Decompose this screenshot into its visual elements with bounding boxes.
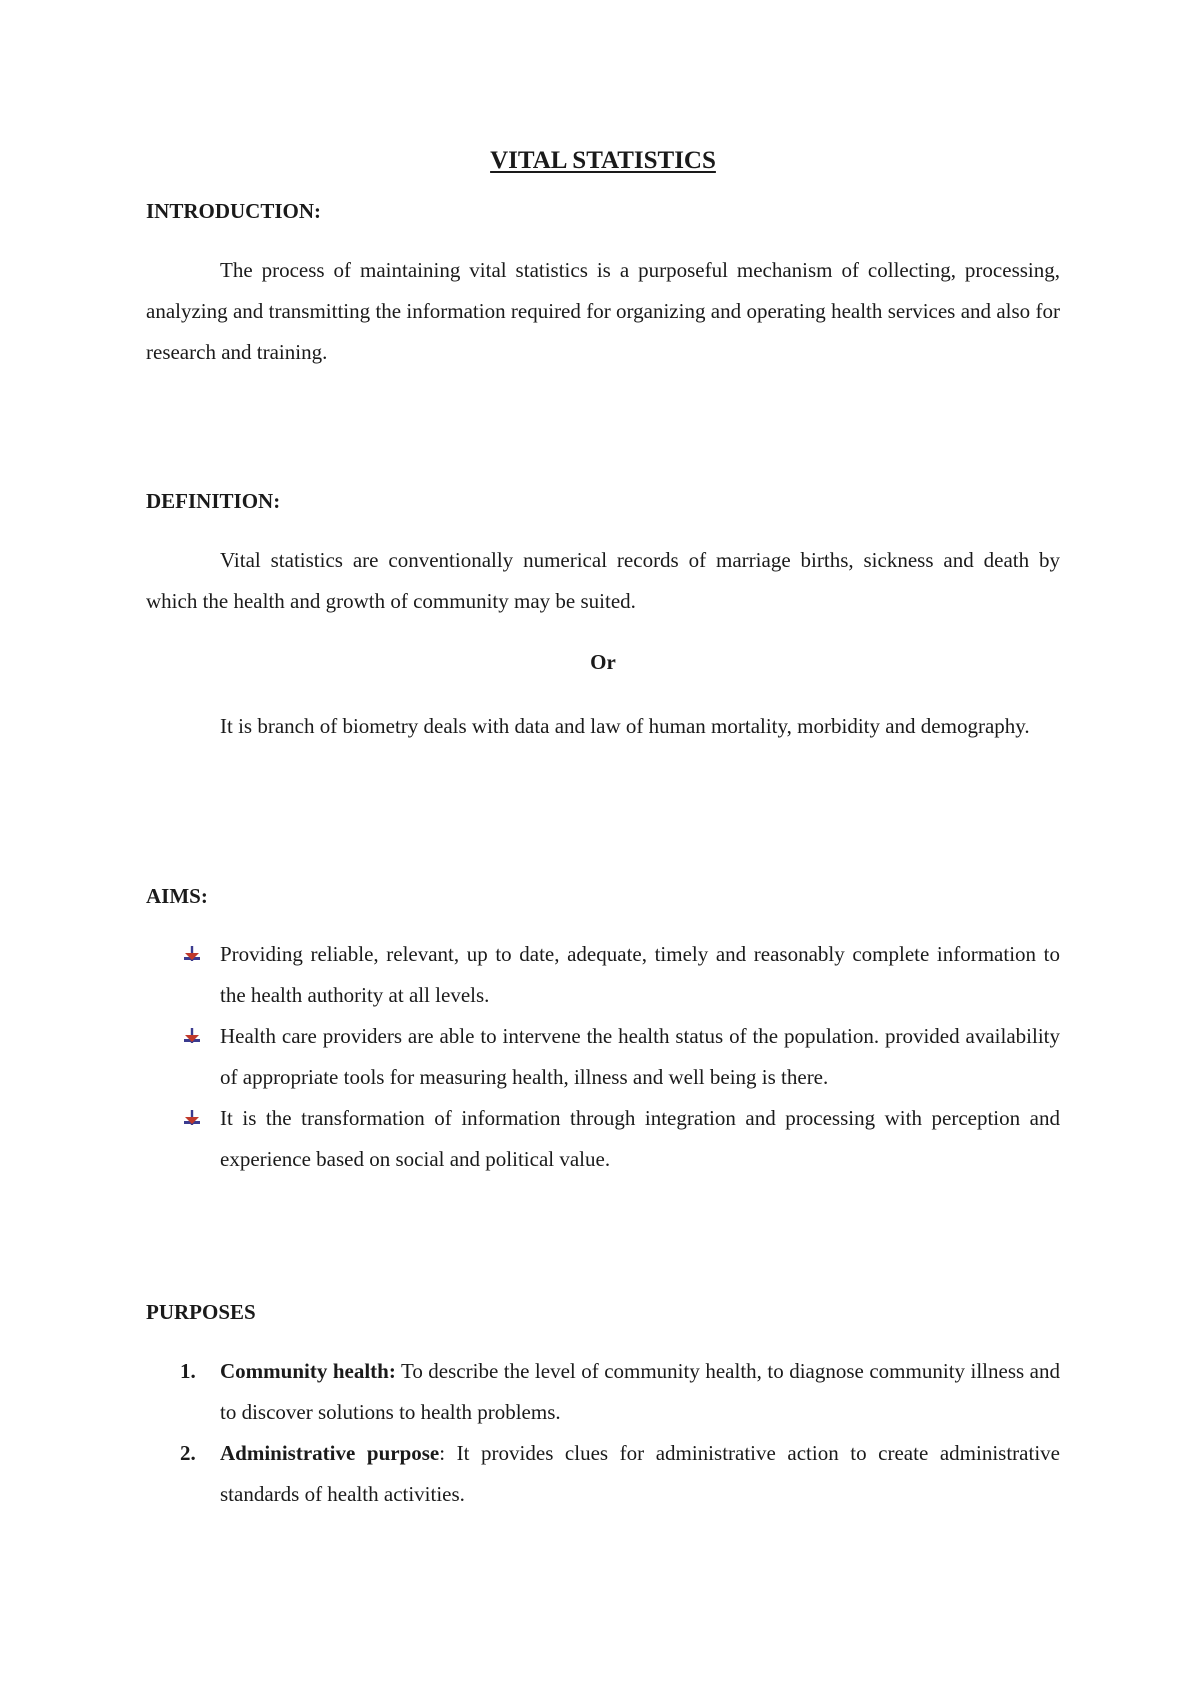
document-title: VITAL STATISTICS xyxy=(490,147,716,174)
purposes-heading: PURPOSES xyxy=(146,1300,256,1324)
definition-heading: DEFINITION: xyxy=(146,489,281,513)
introduction-heading: INTRODUCTION: xyxy=(146,199,322,223)
aims-list-item xyxy=(146,934,1060,1016)
purpose-term: Community health: xyxy=(220,1359,396,1383)
purposes-list-item xyxy=(146,1433,1060,1515)
definition-paragraph-2: It is branch of biometry deals with data and law of human mortality, morbidity and demography. xyxy=(220,714,1030,738)
arrow-bullet-icon xyxy=(182,944,202,964)
aims-item-text: Health care providers are able to intervene the health status of the population. provided availability of appropriate tools for measuring health, illness and well being is there. xyxy=(220,1024,1060,1089)
aims-item-text: Providing reliable, relevant, up to date, adequate, timely and reasonably complete information to the health authority at all levels. xyxy=(220,942,1060,1007)
definition-paragraph-1: Vital statistics are conventionally numerical records of marriage births, sickness and death by which the health and growth of community may be suited. xyxy=(146,548,1060,613)
purposes-list-item xyxy=(146,1351,1060,1433)
purpose-number: 2. xyxy=(180,1441,196,1465)
aims-list-item xyxy=(146,1098,1060,1180)
definition-separator: Or xyxy=(590,650,616,674)
purpose-text: : It provides clues for administrative action to create administrative standards of health activities. xyxy=(220,1441,1060,1506)
aims-list-item xyxy=(146,1016,1060,1098)
purpose-term: Administrative purpose xyxy=(220,1441,440,1465)
arrow-bullet-icon xyxy=(182,1026,202,1046)
purpose-text: To describe the level of community health, to diagnose community illness and to discover solutions to health problems. xyxy=(220,1359,1060,1424)
aims-list xyxy=(146,934,1060,1180)
purposes-list xyxy=(146,1351,1060,1515)
aims-heading: AIMS: xyxy=(146,884,208,908)
arrow-bullet-icon xyxy=(182,1108,202,1128)
purpose-number: 1. xyxy=(180,1359,196,1383)
aims-item-text: It is the transformation of information through integration and processing with perception and experience based on social and political value. xyxy=(220,1106,1060,1171)
introduction-paragraph: The process of maintaining vital statistics is a purposeful mechanism of collecting, processing, analyzing and transmitting the information required for organizing and operating health services and also for research and training. xyxy=(146,258,1060,364)
